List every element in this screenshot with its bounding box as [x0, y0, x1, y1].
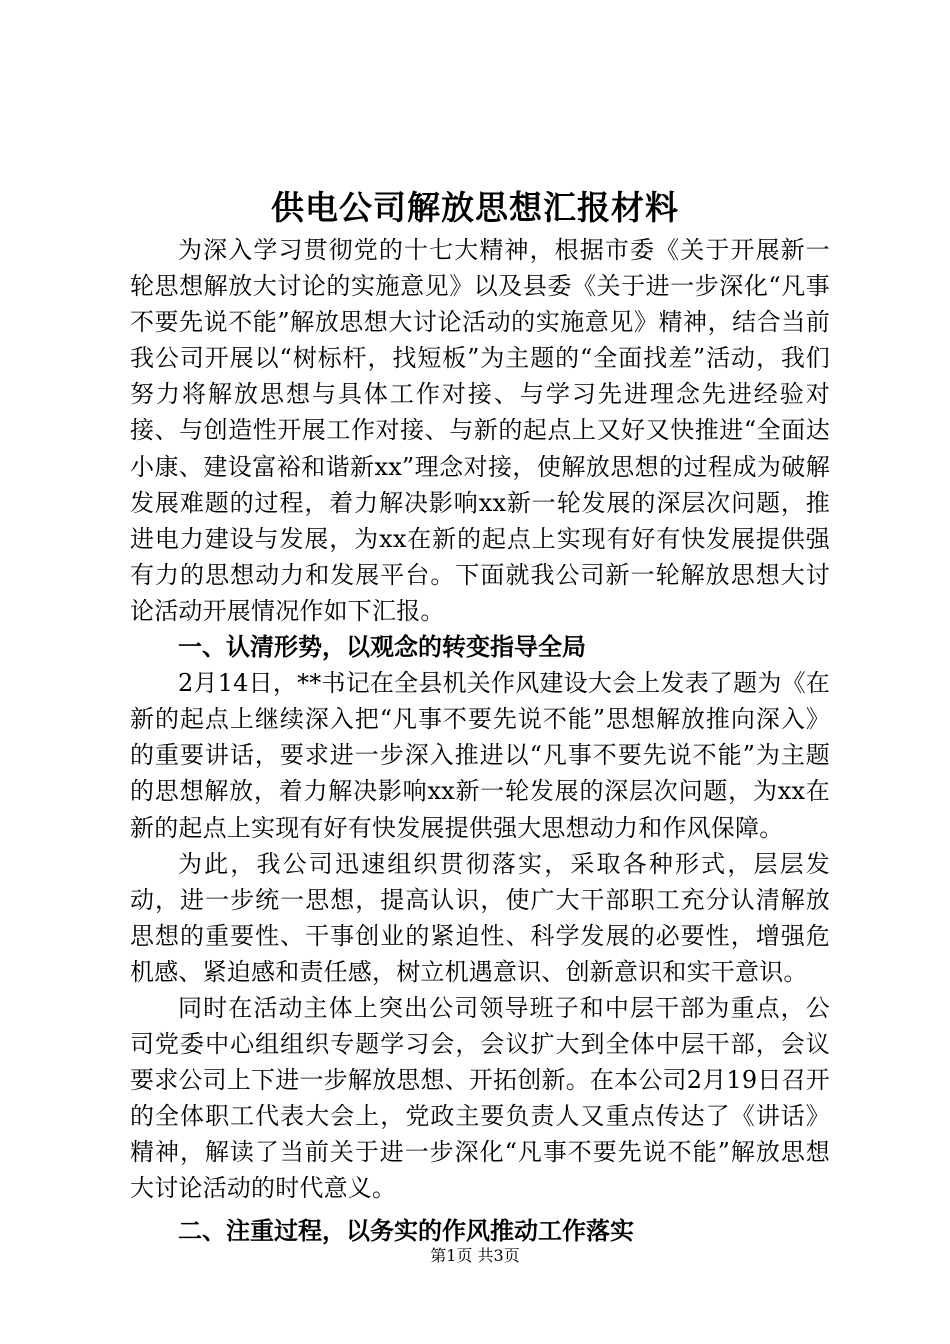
- section-heading-1: 一、认清形势，以观念的转变指导全局: [178, 633, 586, 662]
- section-1-paragraph-2: 为此，我公司迅速组织贯彻落实，采取各种形式，层层发动，进一步统一思想，提高认识，使广大干部职工充分认清解放思想的重要性、干事创业的紧迫性、科学发展的必要性，增强危机感、紧迫感和责任感，树立机遇意识、创新意识和实干意识。: [130, 849, 830, 986]
- section-1-paragraph-3: 同时在活动主体上突出公司领导班子和中层干部为重点，公司党委中心组组织专题学习会，会议扩大到全体中层干部，会议要求公司上下进一步解放思想、开拓创新。在本公司2月19日召开的全体职工代表大会上，党政主要负责人又重点传达了《讲话》精神，解读了当前关于进一步深化“凡事不要先说不能”解放思想大讨论活动的时代意义。: [130, 993, 830, 1203]
- document-body: [130, 232, 830, 1249]
- section-heading-2: 二、注重过程，以务实的作风推动工作落实: [178, 1216, 634, 1245]
- section-1-paragraph-1: 2月14日，**书记在全县机关作风建设大会上发表了题为《在新的起点上继续深入把“凡事不要先说不能”思想解放推向深入》的重要讲话，要求进一步深入推进以“凡事不要先说不能”为主题的思想解放，着力解决影响xx新一轮发展的深层次问题，为xx在新的起点上实现有好有快发展提供强大思想动力和作风保障。: [130, 669, 830, 842]
- intro-paragraph: 为深入学习贯彻党的十七大精神，根据市委《关于开展新一轮思想解放大讨论的实施意见》以及县委《关于进一步深化“凡事不要先说不能”解放思想大讨论活动的实施意见》精神，结合当前我公司开展以“树标杆，找短板”为主题的“全面找差”活动，我们努力将解放思想与具体工作对接、与学习先进理念先进经验对接、与创造性开展工作对接、与新的起点上又好又快推进“全面达小康、建设富裕和谐新xx”理念对接，使解放思想的过程成为破解发展难题的过程，着力解决影响xx新一轮发展的深层次问题，推进电力建设与发展，为xx在新的起点上实现有好有快发展提供强有力的思想动力和发展平台。下面就我公司新一轮解放思想大讨论活动开展情况作如下汇报。: [130, 236, 830, 625]
- page-number-footer: 第1页 共3页: [430, 1246, 520, 1265]
- document-title: 供电公司解放思想汇报材料: [271, 188, 679, 227]
